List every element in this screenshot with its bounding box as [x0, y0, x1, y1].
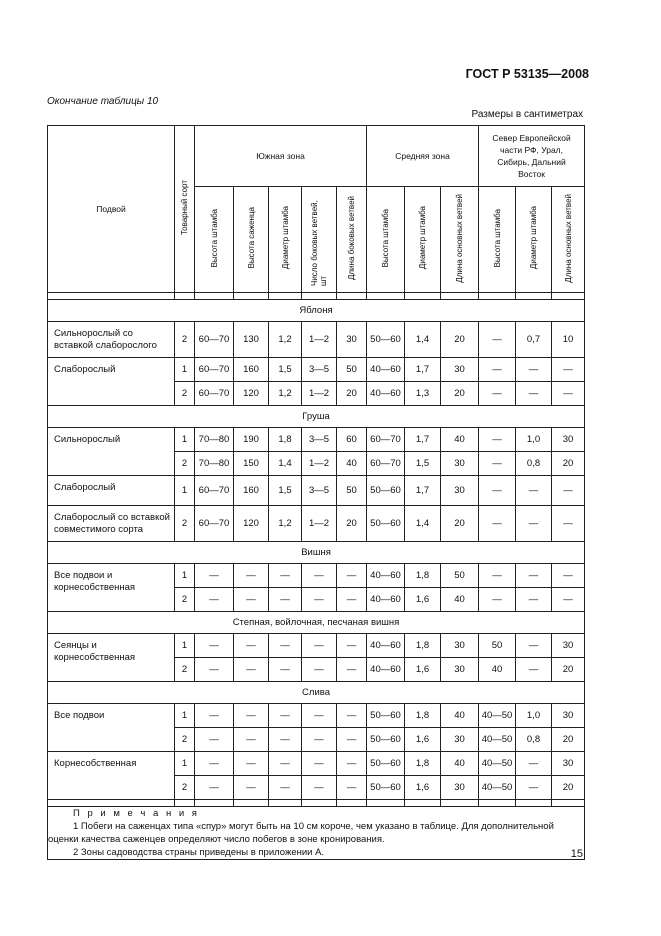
sub-main-branch-length-north: Длина основных ветвей — [552, 187, 585, 293]
value-cell: 40 — [441, 428, 479, 452]
grade-cell: 2 — [175, 728, 195, 752]
value-cell: 1,6 — [405, 728, 441, 752]
value-cell: 20 — [552, 658, 585, 682]
grade-cell: 2 — [175, 452, 195, 476]
value-cell: 20 — [552, 452, 585, 476]
value-cell: — — [234, 776, 269, 800]
value-cell: 20 — [441, 382, 479, 406]
value-cell: — — [479, 564, 516, 588]
value-cell: 1,6 — [405, 658, 441, 682]
value-cell: 1,2 — [269, 506, 302, 542]
value-cell: — — [337, 658, 367, 682]
sub-seedling-height-south: Высота саженца — [234, 187, 269, 293]
grade-cell: 1 — [175, 476, 195, 506]
grade-cell: 1 — [175, 564, 195, 588]
value-cell: — — [195, 752, 234, 776]
value-cell: 30 — [441, 358, 479, 382]
value-cell: 1,0 — [516, 428, 552, 452]
value-cell: 20 — [552, 728, 585, 752]
value-cell: — — [479, 452, 516, 476]
value-cell: 50 — [337, 476, 367, 506]
grade-cell: 1 — [175, 752, 195, 776]
value-cell: — — [479, 476, 516, 506]
value-cell: — — [479, 506, 516, 542]
sub-stem-diameter-middle: Диаметр штамба — [405, 187, 441, 293]
value-cell: — — [269, 752, 302, 776]
rootstock-name: Сеянцы и корнесобственная — [48, 634, 175, 682]
table-row — [48, 358, 585, 382]
value-cell: — — [479, 358, 516, 382]
sub-stem-height-middle: Высота штамба — [367, 187, 405, 293]
section-title: Яблоня — [48, 300, 585, 322]
value-cell: 30 — [441, 776, 479, 800]
value-cell: 1,6 — [405, 776, 441, 800]
value-cell: — — [337, 634, 367, 658]
value-cell: 70—80 — [195, 452, 234, 476]
grade-cell: 1 — [175, 358, 195, 382]
value-cell: 20 — [337, 382, 367, 406]
header-gap-row — [48, 293, 585, 300]
value-cell: 30 — [552, 704, 585, 728]
note-2: 2 Зоны садоводства страны приведены в приложении А. — [73, 847, 325, 858]
value-cell: — — [269, 704, 302, 728]
value-cell: 40—60 — [367, 564, 405, 588]
value-cell: — — [337, 728, 367, 752]
value-cell: — — [269, 588, 302, 612]
table-row — [48, 564, 585, 588]
table-continuation-caption: Окончание таблицы 10 — [47, 96, 159, 107]
seedling-standards-table — [47, 125, 585, 860]
zone-south-header: Южная зона — [195, 126, 367, 187]
section-title: Груша — [48, 406, 585, 428]
sub-side-branch-length-south: Длина боковых ветвей — [337, 187, 367, 293]
table-row — [48, 634, 585, 658]
value-cell: — — [552, 476, 585, 506]
grade-cell: 2 — [175, 322, 195, 358]
value-cell: — — [234, 752, 269, 776]
table-row — [48, 506, 585, 542]
value-cell: — — [302, 752, 337, 776]
note-1: 1 Побеги на саженцах типа «спур» могут быть на 10 см короче, чем указано в таблице. Для дополнительной оценки качества саженцев определяют число побегов в зоне кронирования. — [48, 821, 554, 845]
value-cell: — — [516, 658, 552, 682]
value-cell: 60—70 — [367, 428, 405, 452]
value-cell: — — [302, 658, 337, 682]
value-cell: 160 — [234, 358, 269, 382]
value-cell: — — [479, 428, 516, 452]
value-cell: 40—60 — [367, 588, 405, 612]
grade-cell: 1 — [175, 634, 195, 658]
value-cell: 1,5 — [269, 358, 302, 382]
value-cell: — — [302, 564, 337, 588]
value-cell: — — [234, 588, 269, 612]
value-cell: 150 — [234, 452, 269, 476]
rootstock-name: Слаборослый со вставкой совместимого сорта — [48, 506, 175, 542]
value-cell: — — [234, 728, 269, 752]
value-cell: — — [516, 588, 552, 612]
value-cell: — — [479, 588, 516, 612]
sub-stem-diameter-north: Диаметр штамба — [516, 187, 552, 293]
grade-cell: 2 — [175, 776, 195, 800]
grade-cell: 2 — [175, 506, 195, 542]
value-cell: — — [479, 382, 516, 406]
value-cell: 1,4 — [269, 452, 302, 476]
value-cell: — — [479, 322, 516, 358]
value-cell: 1—2 — [302, 452, 337, 476]
sub-main-branch-length-middle: Длина основных ветвей — [441, 187, 479, 293]
rootstock-name: Сильнорослый со вставкой слаборослого — [48, 322, 175, 358]
rootstock-name: Все подвои и корнесобственная — [48, 564, 175, 612]
value-cell: 30 — [441, 658, 479, 682]
value-cell: 1,8 — [405, 634, 441, 658]
value-cell: — — [516, 752, 552, 776]
value-cell: — — [234, 704, 269, 728]
value-cell: 1,3 — [405, 382, 441, 406]
value-cell: — — [302, 728, 337, 752]
value-cell: 40—60 — [367, 658, 405, 682]
value-cell: 1,7 — [405, 358, 441, 382]
grade-cell: 2 — [175, 658, 195, 682]
value-cell: 50 — [479, 634, 516, 658]
grade-cell: 1 — [175, 428, 195, 452]
value-cell: — — [337, 588, 367, 612]
value-cell: — — [552, 382, 585, 406]
value-cell: — — [195, 634, 234, 658]
value-cell: 1,7 — [405, 476, 441, 506]
value-cell: 0,8 — [516, 728, 552, 752]
value-cell: 40 — [479, 658, 516, 682]
value-cell: — — [302, 704, 337, 728]
value-cell: 20 — [441, 506, 479, 542]
value-cell: 20 — [337, 506, 367, 542]
value-cell: 60—70 — [195, 358, 234, 382]
value-cell: — — [195, 704, 234, 728]
rootstock-name: Корнесобственная — [48, 752, 175, 800]
value-cell: 30 — [441, 476, 479, 506]
value-cell: 30 — [337, 322, 367, 358]
notes-block — [48, 807, 585, 860]
dimensions-note: Размеры в сантиметрах — [471, 109, 583, 120]
zone-middle-header: Средняя зона — [367, 126, 479, 187]
value-cell: 3—5 — [302, 358, 337, 382]
value-cell: 1,0 — [516, 704, 552, 728]
col-grade-header: Товарный сорт — [175, 126, 195, 293]
value-cell: 0,8 — [516, 452, 552, 476]
table-row — [48, 752, 585, 776]
value-cell: — — [516, 564, 552, 588]
value-cell: — — [516, 776, 552, 800]
value-cell: 1,4 — [405, 506, 441, 542]
value-cell: 50—60 — [367, 704, 405, 728]
value-cell: 1,8 — [405, 704, 441, 728]
value-cell: — — [516, 476, 552, 506]
value-cell: 60 — [337, 428, 367, 452]
rootstock-name: Все подвои — [48, 704, 175, 752]
value-cell: 1,7 — [405, 428, 441, 452]
value-cell: 40—50 — [479, 752, 516, 776]
value-cell: 50—60 — [367, 752, 405, 776]
sub-stem-diameter-south: Диаметр штамба — [269, 187, 302, 293]
value-cell: 190 — [234, 428, 269, 452]
sub-side-branches-south: Число боковых ветвей, шт — [302, 187, 337, 293]
value-cell: 1,5 — [405, 452, 441, 476]
footer-gap-row — [48, 800, 585, 807]
value-cell: 1,8 — [269, 428, 302, 452]
value-cell: — — [269, 728, 302, 752]
value-cell: 3—5 — [302, 476, 337, 506]
value-cell: 50—60 — [367, 728, 405, 752]
value-cell: — — [337, 704, 367, 728]
value-cell: 30 — [552, 634, 585, 658]
value-cell: — — [234, 634, 269, 658]
value-cell: 70—80 — [195, 428, 234, 452]
value-cell: — — [516, 358, 552, 382]
value-cell: 40—50 — [479, 776, 516, 800]
value-cell: 50 — [337, 358, 367, 382]
value-cell: 160 — [234, 476, 269, 506]
value-cell: — — [234, 564, 269, 588]
value-cell: — — [302, 634, 337, 658]
value-cell: — — [195, 588, 234, 612]
value-cell: 1—2 — [302, 382, 337, 406]
value-cell: — — [269, 634, 302, 658]
value-cell: 30 — [552, 752, 585, 776]
sub-stem-height-south: Высота штамба — [195, 187, 234, 293]
value-cell: 60—70 — [195, 506, 234, 542]
value-cell: 1,8 — [405, 752, 441, 776]
value-cell: 60—70 — [195, 322, 234, 358]
value-cell: — — [269, 658, 302, 682]
grade-cell: 1 — [175, 704, 195, 728]
value-cell: 1,5 — [269, 476, 302, 506]
grade-cell: 2 — [175, 588, 195, 612]
standard-number: ГОСТ Р 53135—2008 — [465, 67, 589, 81]
page-number: 15 — [570, 848, 583, 860]
section-title: Слива — [48, 682, 585, 704]
value-cell: — — [552, 506, 585, 542]
value-cell: 50—60 — [367, 476, 405, 506]
table-row — [48, 428, 585, 452]
value-cell: 60—70 — [195, 476, 234, 506]
value-cell: — — [195, 564, 234, 588]
value-cell: 50—60 — [367, 506, 405, 542]
value-cell: 1,6 — [405, 588, 441, 612]
notes-title: П р и м е ч а н и я — [73, 808, 200, 819]
value-cell: 10 — [552, 322, 585, 358]
section-title: Вишня — [48, 542, 585, 564]
value-cell: — — [195, 658, 234, 682]
value-cell: 130 — [234, 322, 269, 358]
value-cell: 1—2 — [302, 506, 337, 542]
value-cell: — — [234, 658, 269, 682]
value-cell: — — [552, 358, 585, 382]
value-cell: 30 — [552, 428, 585, 452]
value-cell: 40—60 — [367, 382, 405, 406]
table-row — [48, 476, 585, 506]
value-cell: 50—60 — [367, 322, 405, 358]
value-cell: 1,2 — [269, 382, 302, 406]
zone-north-header: Север Европейской части РФ, Урал, Сибирь, Дальний Восток — [479, 126, 585, 187]
value-cell: — — [516, 382, 552, 406]
rootstock-name: Слаборослый — [48, 358, 175, 406]
value-cell: 1,4 — [405, 322, 441, 358]
value-cell: 30 — [441, 728, 479, 752]
value-cell: 20 — [552, 776, 585, 800]
value-cell: 40—60 — [367, 358, 405, 382]
table-row — [48, 704, 585, 728]
value-cell: — — [269, 776, 302, 800]
value-cell: — — [552, 564, 585, 588]
value-cell: — — [516, 506, 552, 542]
value-cell: 1,2 — [269, 322, 302, 358]
value-cell: 40—50 — [479, 704, 516, 728]
value-cell: 60—70 — [367, 452, 405, 476]
rootstock-name: Сильнорослый — [48, 428, 175, 476]
sub-stem-height-north: Высота штамба — [479, 187, 516, 293]
col-rootstock-header: Подвой — [48, 126, 175, 293]
section-title: Степная, войлочная, песчаная вишня — [48, 612, 585, 634]
value-cell: 120 — [234, 506, 269, 542]
value-cell: 0,7 — [516, 322, 552, 358]
value-cell: 40 — [337, 452, 367, 476]
value-cell: 40 — [441, 588, 479, 612]
value-cell: — — [337, 752, 367, 776]
value-cell: — — [552, 588, 585, 612]
value-cell: — — [269, 564, 302, 588]
value-cell: 50—60 — [367, 776, 405, 800]
rootstock-name: Слаборослый — [48, 476, 175, 506]
grade-cell: 2 — [175, 382, 195, 406]
table-row — [48, 322, 585, 358]
value-cell: 40 — [441, 752, 479, 776]
value-cell: 40—50 — [479, 728, 516, 752]
value-cell: 3—5 — [302, 428, 337, 452]
value-cell: 30 — [441, 452, 479, 476]
value-cell: — — [195, 776, 234, 800]
value-cell: — — [337, 564, 367, 588]
value-cell: — — [516, 634, 552, 658]
value-cell: — — [195, 728, 234, 752]
value-cell: 60—70 — [195, 382, 234, 406]
value-cell: 40 — [441, 704, 479, 728]
value-cell: — — [302, 776, 337, 800]
value-cell: 20 — [441, 322, 479, 358]
value-cell: 50 — [441, 564, 479, 588]
value-cell: 1,8 — [405, 564, 441, 588]
value-cell: — — [337, 776, 367, 800]
value-cell: 120 — [234, 382, 269, 406]
value-cell: 1—2 — [302, 322, 337, 358]
value-cell: — — [302, 588, 337, 612]
value-cell: 40—60 — [367, 634, 405, 658]
value-cell: 30 — [441, 634, 479, 658]
